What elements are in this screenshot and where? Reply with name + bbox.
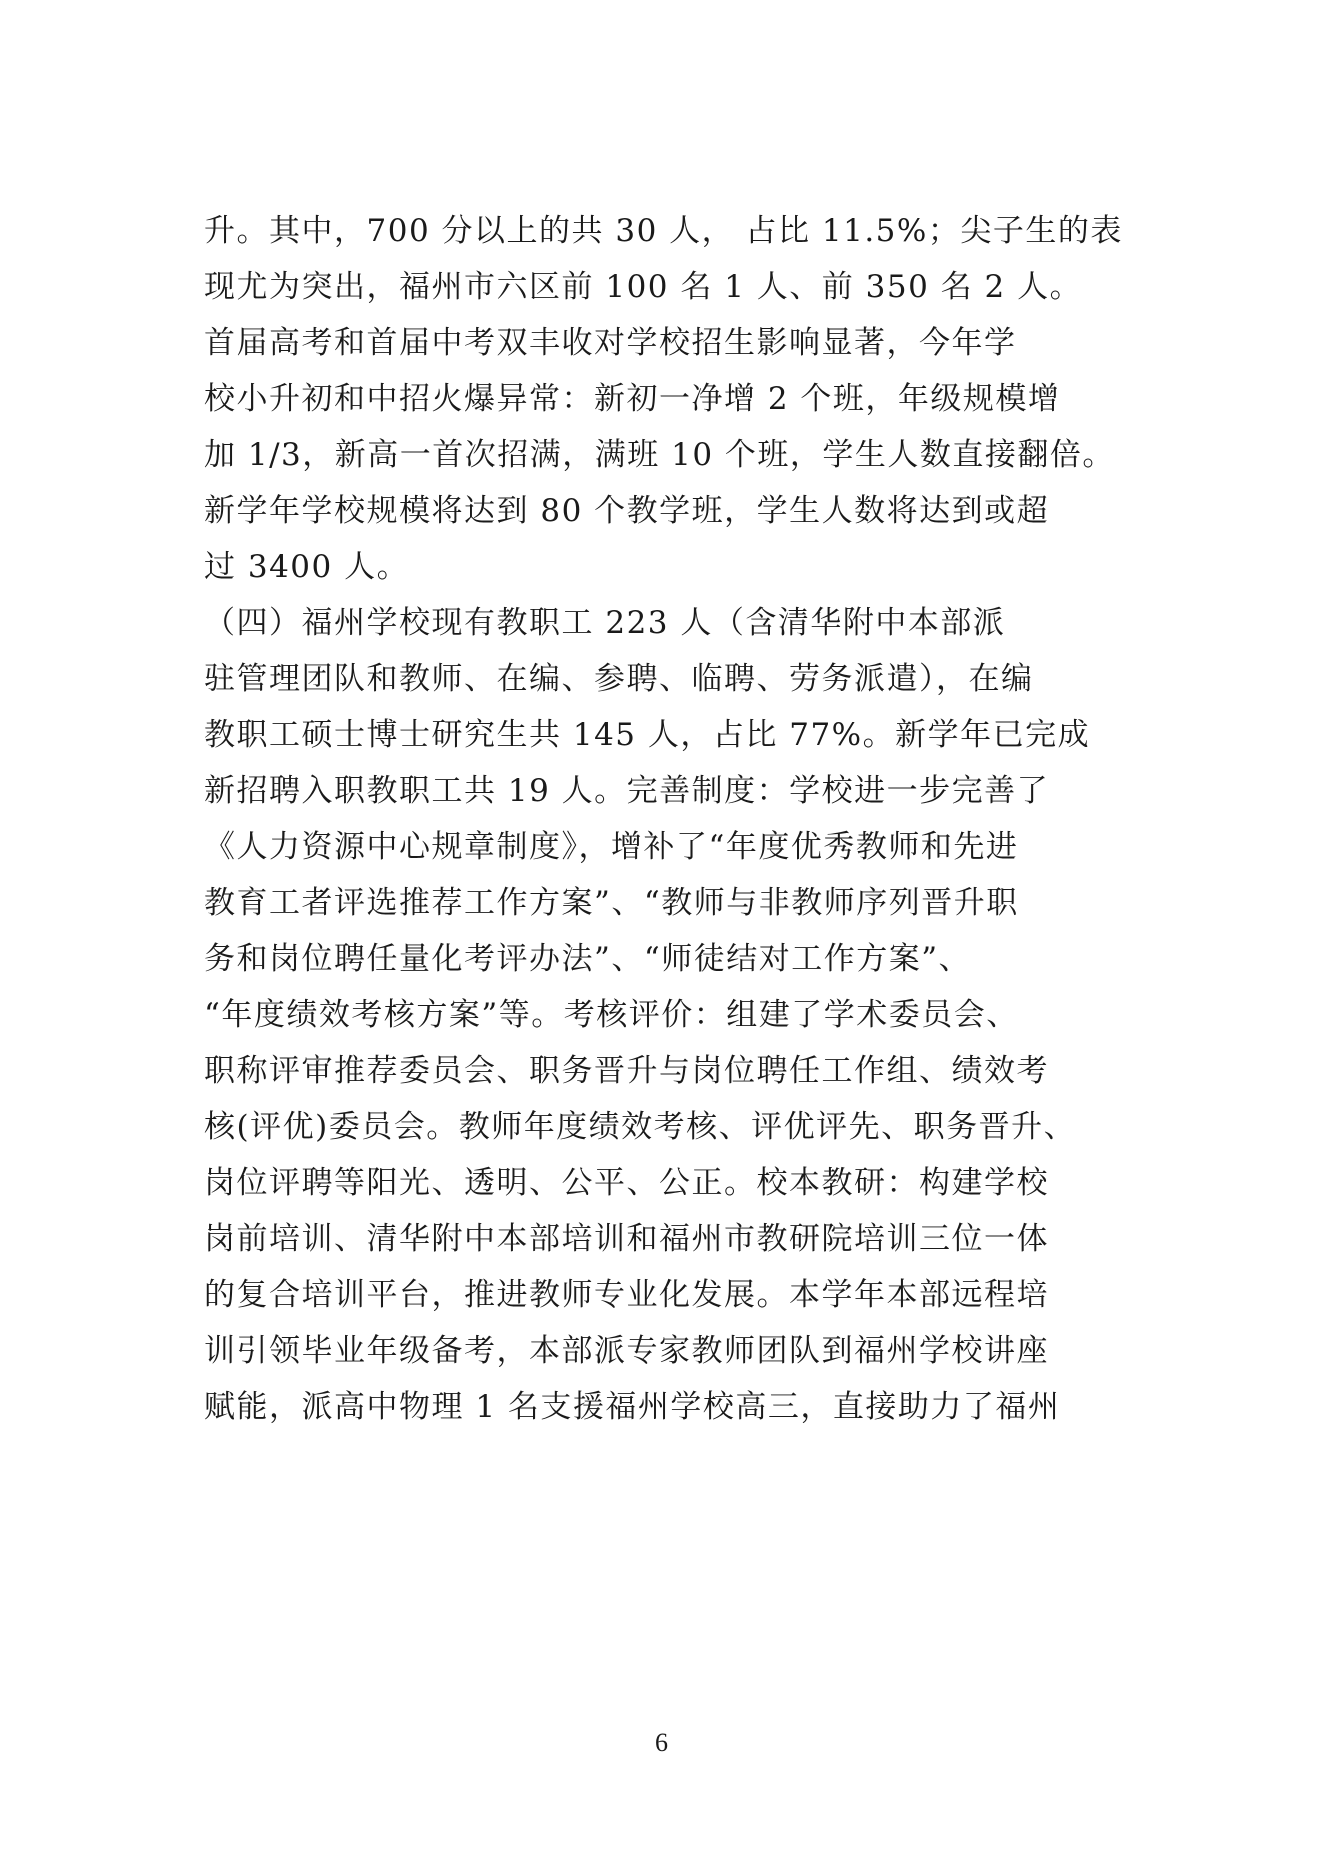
text-line: 赋能，派高中物理 1 名支援福州学校高三，直接助力了福州 [204,1389,1061,1425]
text-line: 务和岗位聘任量化考评办法”、“师徒结对工作方案”、 [204,941,972,977]
text-line: 首届高考和首届中考双丰收对学校招生影响显著，今年学 [204,325,1017,361]
text-line: 核(评优)委员会。教师年度绩效考核、评优评先、职务晋升、 [204,1109,1077,1145]
text-line: 新学年学校规模将达到 80 个教学班，学生人数将达到或超 [204,493,1050,529]
text-line: （四）福州学校现有教职工 223 人（含清华附中本部派 [204,605,1006,641]
text-line: 加 1/3，新高一首次招满，满班 10 个班，学生人数直接翻倍。 [204,437,1115,473]
text-line: 训引领毕业年级备考，本部派专家教师团队到福州学校讲座 [204,1333,1049,1369]
page-number: 6 [655,1728,668,1757]
text-line: 《人力资源中心规章制度》，增补了“年度优秀教师和先进 [204,829,1019,865]
text-line: 校小升初和中招火爆异常：新初一净增 2 个班，年级规模增 [204,381,1061,417]
text-line: “年度绩效考核方案”等。考核评价：组建了学术委员会、 [204,997,1019,1033]
text-line: 过 3400 人。 [204,549,410,585]
text-line: 现尤为突出，福州市六区前 100 名 1 人、前 350 名 2 人。 [204,269,1083,305]
text-line: 升。其中，700 分以上的共 30 人， 占比 11.5%；尖子生的表 [204,213,1123,249]
text-line: 的复合培训平台，推进教师专业化发展。本学年本部远程培 [204,1277,1049,1313]
text-line: 驻管理团队和教师、在编、参聘、临聘、劳务派遣），在编 [204,661,1034,697]
text-line: 教职工硕士博士研究生共 145 人，占比 77%。新学年已完成 [204,717,1091,753]
text-line: 新招聘入职教职工共 19 人。完善制度：学校进一步完善了 [204,773,1050,809]
text-line: 岗位评聘等阳光、透明、公平、公正。校本教研：构建学校 [204,1165,1049,1201]
text-line: 教育工者评选推荐工作方案”、“教师与非教师序列晋升职 [204,885,1019,921]
text-line: 岗前培训、清华附中本部培训和福州市教研院培训三位一体 [204,1221,1049,1257]
text-line: 职称评审推荐委员会、职务晋升与岗位聘任工作组、绩效考 [204,1053,1049,1089]
